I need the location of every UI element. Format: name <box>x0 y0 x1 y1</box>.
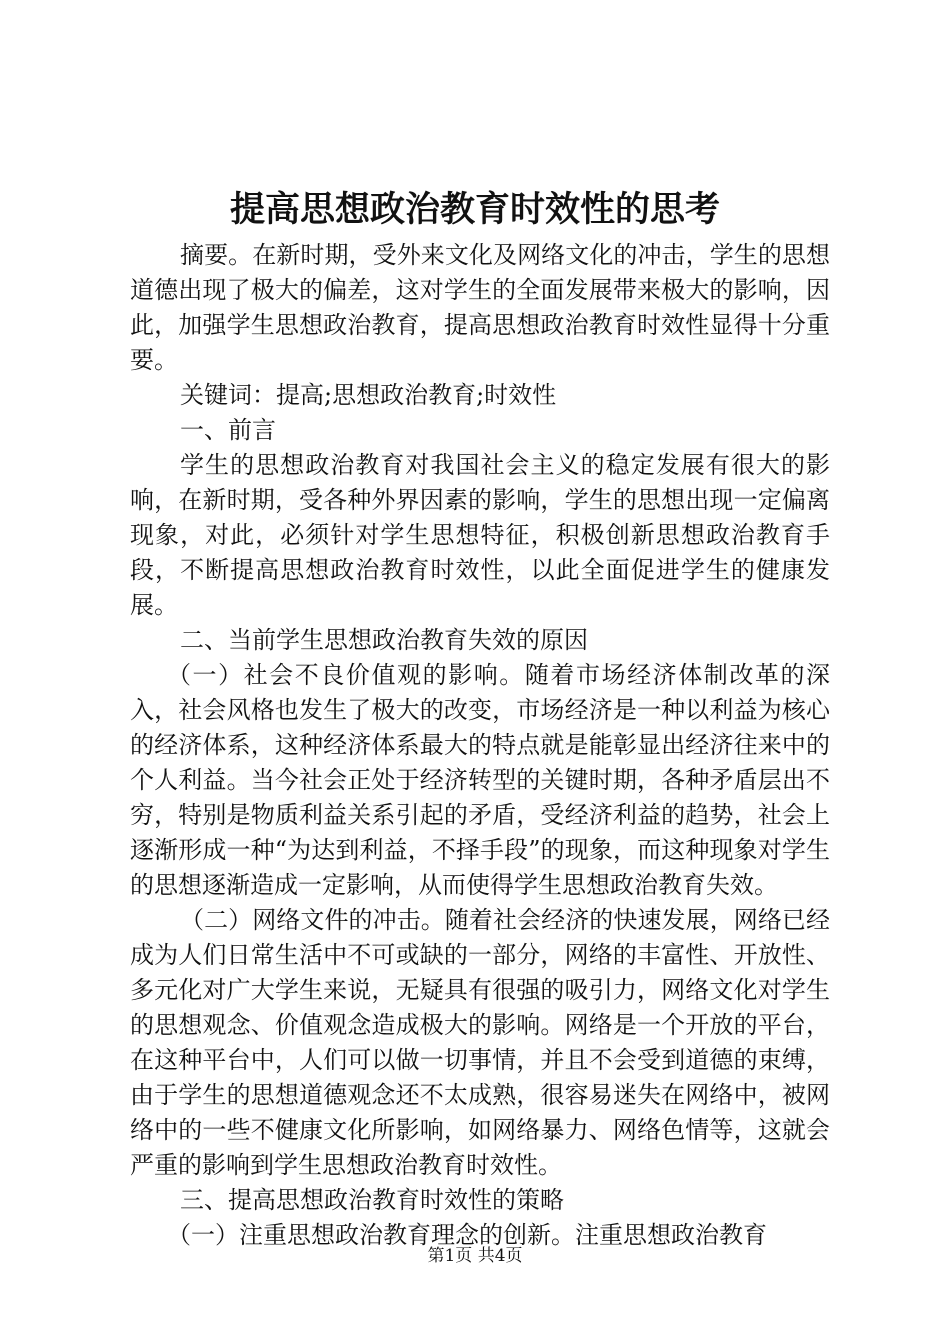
introduction-paragraph: 学生的思想政治教育对我国社会主义的稳定发展有很大的影响，在新时期，受各种外界因素的影响，学生的思想出现一定偏离现象，对此，必须针对学生思想特征，积极创新思想政治教育手段，不断提高思想政治教育时效性，以此全面促进学生的健康发展。 <box>130 451 830 619</box>
cause-paragraph-2: （二）网络文件的冲击。随着社会经济的快速发展，网络已经成为人们日常生活中不可或缺的一部分，网络的丰富性、开放性、多元化对广大学生来说，无疑具有很强的吸引力，网络文化对学生的思想观念、价值观念造成极大的影响。网络是一个开放的平台，在这种平台中，人们可以做一切事情，并且不会受到道德的束缚，由于学生的思想道德观念还不太成熟，很容易迷失在网络中，被网络中的一些不健康文化所影响，如网络暴力、网络色情等，这就会严重的影响到学生思想政治教育时效性。 <box>130 906 830 1179</box>
cause-paragraph-1: （一）社会不良价值观的影响。随着市场经济体制改革的深入，社会风格也发生了极大的改变，市场经济是一种以利益为核心的经济体系，这种经济体系最大的特点就是能彰显出经济往来中的个人利益。当今社会正处于经济转型的关键时期，各种矛盾层出不穷，特别是物质利益关系引起的矛盾，受经济利益的趋势，社会上逐渐形成一种“为达到利益，不择手段”的现象，而这种现象对学生的思想逐渐造成一定影响，从而使得学生思想政治教育失效。 <box>130 661 830 899</box>
section-heading-strategies: 三、提高思想政治教育时效性的策略 <box>180 1186 564 1214</box>
keywords-paragraph: 关键词：提高;思想政治教育;时效性 <box>180 381 557 409</box>
section-heading-introduction: 一、前言 <box>180 416 276 444</box>
section-heading-causes: 二、当前学生思想政治教育失效的原因 <box>180 626 588 654</box>
document-title: 提高思想政治教育时效性的思考 <box>229 189 720 230</box>
abstract-paragraph: 摘要。在新时期，受外来文化及网络文化的冲击，学生的思想道德出现了极大的偏差，这对学生的全面发展带来极大的影响，因此，加强学生思想政治教育，提高思想政治教育时效性显得十分重要。 <box>130 241 830 374</box>
page-footer: 第1页 共4页 <box>427 1246 523 1266</box>
strategy-paragraph-1: （一）注重思想政治教育理念的创新。注重思想政治教育 <box>167 1221 767 1249</box>
document-body <box>130 238 830 1253</box>
